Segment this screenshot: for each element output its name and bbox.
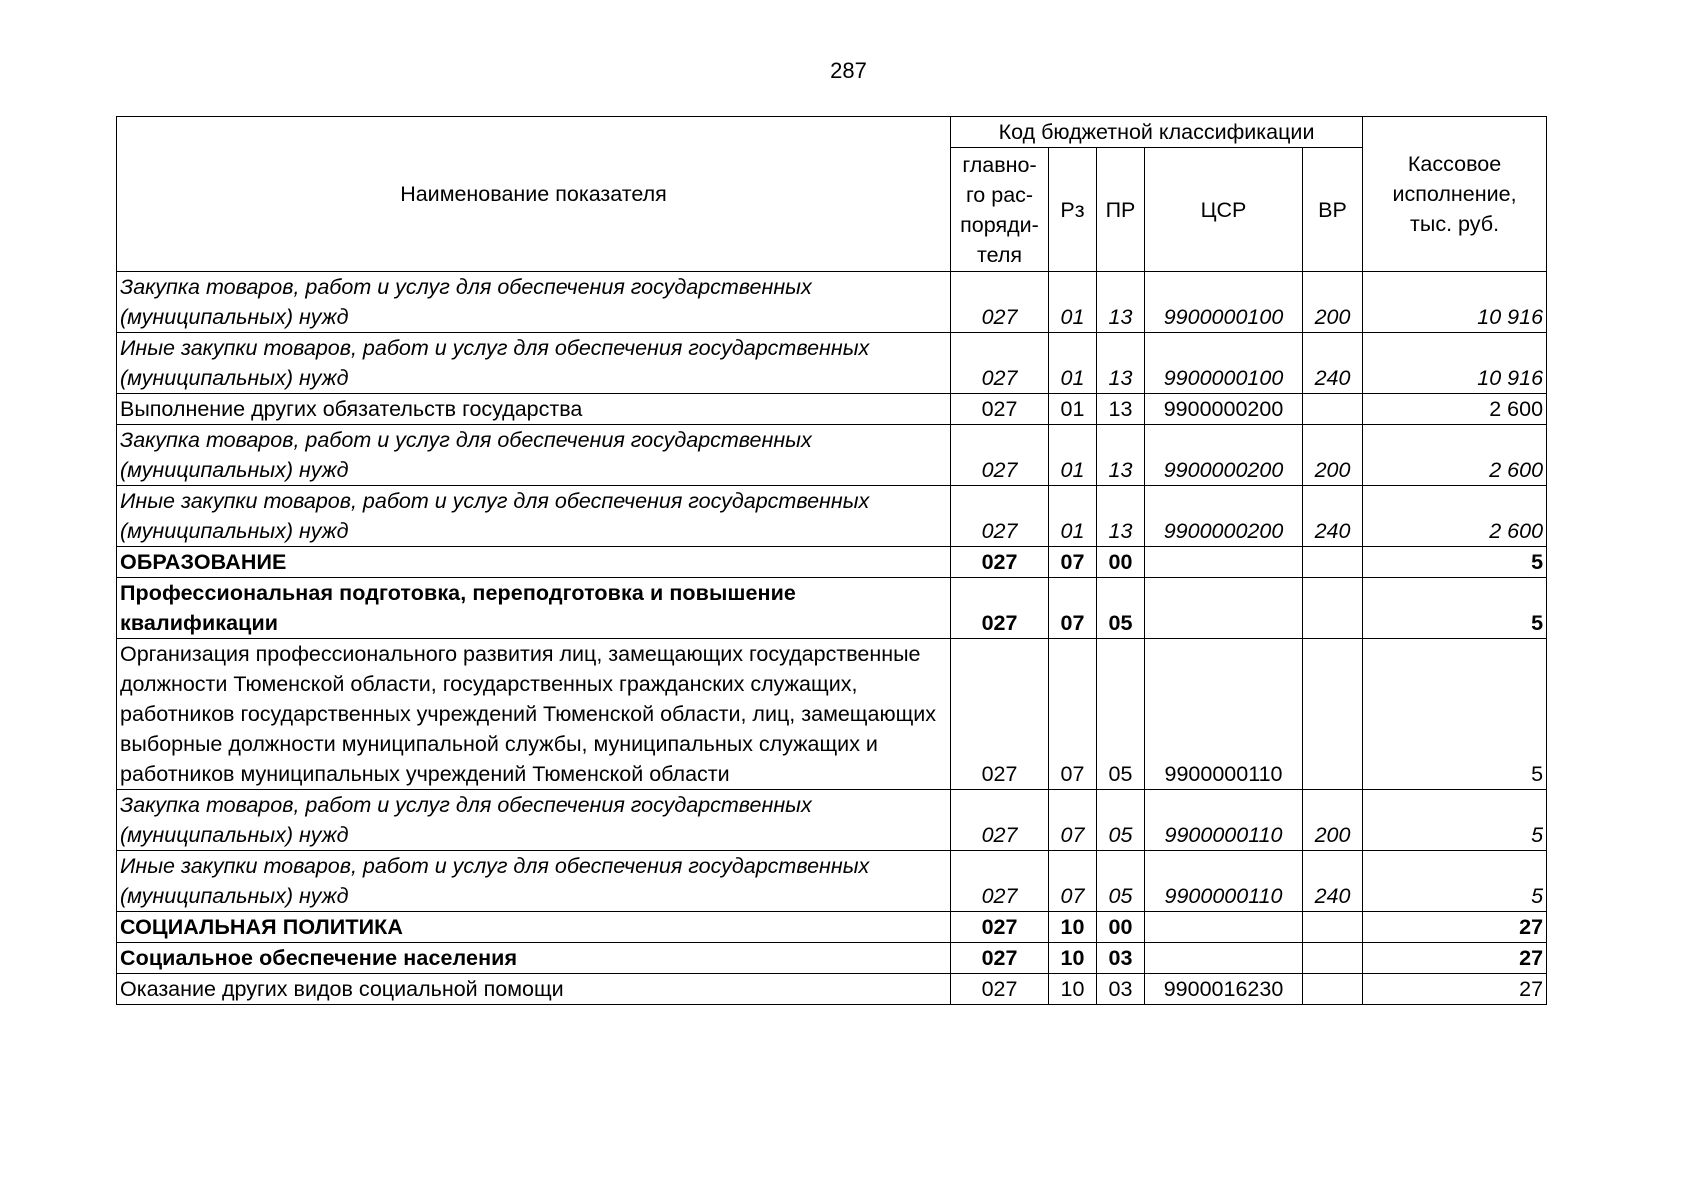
row-main-manager-code: 027 [951, 333, 1049, 394]
row-main-manager-code: 027 [951, 639, 1049, 790]
header-gl-line: поряди- [960, 212, 1039, 237]
row-csr-code [1145, 578, 1303, 639]
row-name: СОЦИАЛЬНАЯ ПОЛИТИКА [117, 912, 951, 943]
row-vr-code: 240 [1303, 333, 1363, 394]
row-name: Иные закупки товаров, работ и услуг для обеспечения государственных (муниципальных) нужд [117, 333, 951, 394]
row-cash-execution: 5 [1363, 639, 1547, 790]
row-cash-execution: 5 [1363, 790, 1547, 851]
budget-table [116, 116, 1547, 1005]
header-cash-execution [1363, 117, 1547, 272]
page-number: 287 [830, 58, 867, 83]
row-main-manager-code: 027 [951, 974, 1049, 1005]
table-row [117, 851, 1547, 912]
row-vr-code [1303, 394, 1363, 425]
row-rz-code: 07 [1049, 547, 1097, 578]
row-cash-execution: 2 600 [1363, 486, 1547, 547]
table-body [117, 272, 1547, 1005]
row-name: Выполнение других обязательств государства [117, 394, 951, 425]
row-csr-code: 9900000200 [1145, 425, 1303, 486]
header-gl-line: главно- [962, 152, 1037, 177]
row-main-manager-code: 027 [951, 790, 1049, 851]
row-vr-code [1303, 974, 1363, 1005]
row-pr-code: 13 [1097, 333, 1145, 394]
row-main-manager-code: 027 [951, 547, 1049, 578]
row-csr-code [1145, 547, 1303, 578]
table-row [117, 425, 1547, 486]
row-main-manager-code: 027 [951, 272, 1049, 333]
row-rz-code: 10 [1049, 912, 1097, 943]
row-vr-code [1303, 547, 1363, 578]
row-rz-code: 10 [1049, 943, 1097, 974]
row-rz-code: 01 [1049, 272, 1097, 333]
row-pr-code: 00 [1097, 547, 1145, 578]
row-csr-code: 9900000110 [1145, 851, 1303, 912]
row-pr-code: 03 [1097, 943, 1145, 974]
header-gl-line: теля [976, 242, 1023, 267]
row-vr-code [1303, 912, 1363, 943]
row-cash-execution: 2 600 [1363, 425, 1547, 486]
row-csr-code: 9900000110 [1145, 639, 1303, 790]
row-cash-execution: 10 916 [1363, 333, 1547, 394]
row-pr-code: 05 [1097, 790, 1145, 851]
row-name: Закупка товаров, работ и услуг для обеспечения государственных (муниципальных) нужд [117, 790, 951, 851]
row-rz-code: 07 [1049, 639, 1097, 790]
table-row [117, 333, 1547, 394]
row-cash-execution: 27 [1363, 912, 1547, 943]
row-pr-code: 00 [1097, 912, 1145, 943]
row-rz-code: 10 [1049, 974, 1097, 1005]
header-sum-line: Кассовое [1407, 152, 1502, 176]
header-sum-line: исполнение, [1392, 182, 1517, 206]
row-pr-code: 05 [1097, 851, 1145, 912]
row-rz-code: 01 [1049, 425, 1097, 486]
row-pr-code: 03 [1097, 974, 1145, 1005]
row-name: Социальное обеспечение населения [117, 943, 951, 974]
table-row [117, 943, 1547, 974]
row-name: Закупка товаров, работ и услуг для обеспечения государственных (муниципальных) нужд [117, 272, 951, 333]
table-row [117, 790, 1547, 851]
header-classification-group: Код бюджетной классификации [951, 117, 1363, 148]
row-cash-execution: 5 [1363, 578, 1547, 639]
row-vr-code [1303, 943, 1363, 974]
row-cash-execution: 27 [1363, 943, 1547, 974]
row-rz-code: 01 [1049, 333, 1097, 394]
row-pr-code: 05 [1097, 578, 1145, 639]
row-rz-code: 07 [1049, 790, 1097, 851]
row-cash-execution: 10 916 [1363, 272, 1547, 333]
row-vr-code: 200 [1303, 272, 1363, 333]
row-pr-code: 13 [1097, 272, 1145, 333]
header-sum-line: тыс. руб. [1410, 212, 1500, 236]
table-row [117, 639, 1547, 790]
row-csr-code: 9900000100 [1145, 333, 1303, 394]
row-csr-code: 9900000200 [1145, 394, 1303, 425]
header-vr: ВР [1303, 148, 1363, 272]
table-row [117, 578, 1547, 639]
row-vr-code: 240 [1303, 851, 1363, 912]
header-name: Наименование показателя [117, 117, 951, 272]
row-vr-code: 200 [1303, 790, 1363, 851]
row-main-manager-code: 027 [951, 425, 1049, 486]
row-name: Иные закупки товаров, работ и услуг для обеспечения государственных (муниципальных) нужд [117, 851, 951, 912]
row-cash-execution: 5 [1363, 547, 1547, 578]
row-name: ОБРАЗОВАНИЕ [117, 547, 951, 578]
row-vr-code: 200 [1303, 425, 1363, 486]
row-main-manager-code: 027 [951, 851, 1049, 912]
row-csr-code: 9900016230 [1145, 974, 1303, 1005]
header-gl-line: го рас- [965, 182, 1034, 207]
row-csr-code: 9900000110 [1145, 790, 1303, 851]
row-pr-code: 05 [1097, 639, 1145, 790]
row-name: Оказание других видов социальной помощи [117, 974, 951, 1005]
row-csr-code: 9900000100 [1145, 272, 1303, 333]
row-rz-code: 07 [1049, 578, 1097, 639]
row-csr-code [1145, 943, 1303, 974]
table-row [117, 547, 1547, 578]
row-rz-code: 01 [1049, 486, 1097, 547]
header-csr: ЦСР [1145, 148, 1303, 272]
header-main-manager [951, 148, 1049, 272]
row-name: Иные закупки товаров, работ и услуг для обеспечения государственных (муниципальных) нужд [117, 486, 951, 547]
row-main-manager-code: 027 [951, 912, 1049, 943]
row-csr-code [1145, 912, 1303, 943]
header-pr: ПР [1097, 148, 1145, 272]
row-cash-execution: 2 600 [1363, 394, 1547, 425]
row-pr-code: 13 [1097, 394, 1145, 425]
table-row [117, 272, 1547, 333]
row-main-manager-code: 027 [951, 394, 1049, 425]
row-cash-execution: 5 [1363, 851, 1547, 912]
row-cash-execution: 27 [1363, 974, 1547, 1005]
table-row [117, 912, 1547, 943]
row-pr-code: 13 [1097, 486, 1145, 547]
row-rz-code: 07 [1049, 851, 1097, 912]
header-rz: Рз [1049, 148, 1097, 272]
row-main-manager-code: 027 [951, 943, 1049, 974]
row-name: Закупка товаров, работ и услуг для обеспечения государственных (муниципальных) нужд [117, 425, 951, 486]
row-name: Организация профессионального развития лиц, замещающих государственные должности Тюменской области, государственных гражданских служащих, работников государственных учреждений Тюменской области, лиц, замещающих выборные должности муниципальной службы, муниципальных служащих и работников муниципальных учреждений Тюменской области [117, 639, 951, 790]
row-rz-code: 01 [1049, 394, 1097, 425]
row-pr-code: 13 [1097, 425, 1145, 486]
row-vr-code [1303, 639, 1363, 790]
row-vr-code: 240 [1303, 486, 1363, 547]
table-row [117, 486, 1547, 547]
table-row [117, 394, 1547, 425]
table-row [117, 974, 1547, 1005]
row-main-manager-code: 027 [951, 578, 1049, 639]
row-main-manager-code: 027 [951, 486, 1049, 547]
row-vr-code [1303, 578, 1363, 639]
table-header [117, 117, 1547, 272]
row-name: Профессиональная подготовка, переподготовка и повышение квалификации [117, 578, 951, 639]
row-csr-code: 9900000200 [1145, 486, 1303, 547]
